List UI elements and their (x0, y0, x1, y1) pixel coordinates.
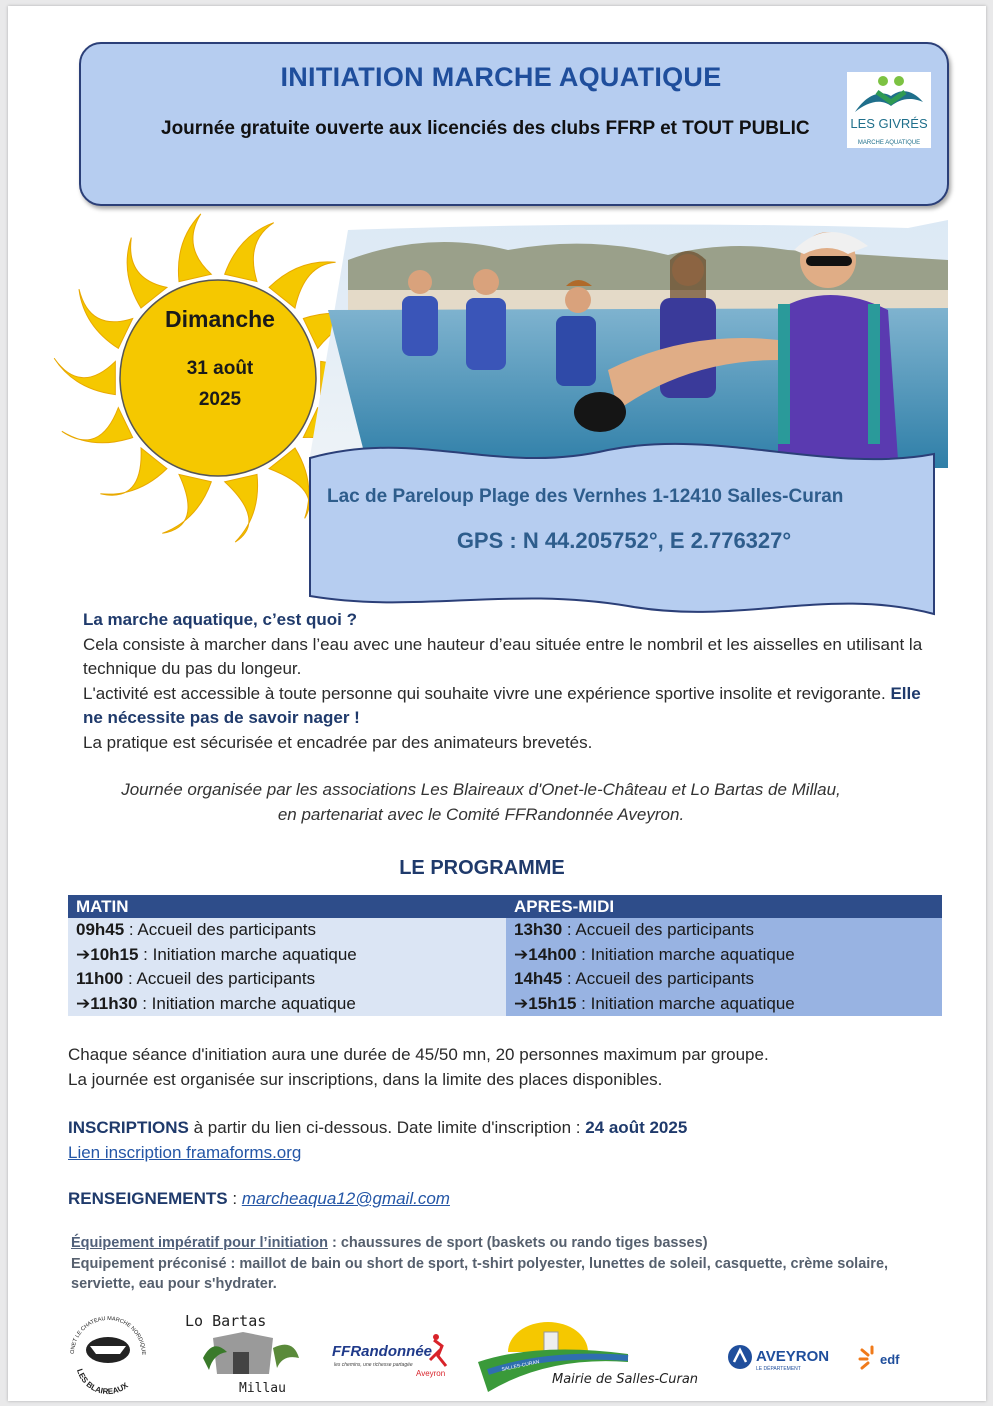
mairie-text: Mairie de Salles-Curan (552, 1372, 698, 1387)
flyer-page (8, 6, 986, 1401)
organizers (68, 778, 894, 827)
slot-time: 11h30 (90, 993, 138, 1013)
sun-ray (178, 214, 211, 282)
svg-text:LES BLAIREAUX (75, 1368, 130, 1396)
session-info-line2: La journée est organisée sur inscriptions, dans la limite des places disponibles. (68, 1069, 663, 1089)
event-date-day: 31 août (186, 358, 254, 379)
arrow-icon: ➔ (514, 993, 529, 1013)
arrow-icon: ➔ (514, 944, 529, 964)
morning-slot (68, 943, 506, 968)
ffr-region: Aveyron (416, 1369, 446, 1378)
slot-time: 11h00 (76, 969, 124, 989)
event-day: Dimanche (165, 306, 275, 332)
event-gps: GPS : N 44.205752°, E 2.776327° (456, 528, 792, 553)
page-subtitle: Journée gratuite ouverte aux licenciés des clubs FFRP et TOUT PUBLIC (161, 118, 810, 139)
blaireaux-text: LES BLAIREAUX (75, 1367, 130, 1396)
afternoon-slot (506, 918, 942, 943)
arrow-icon: ➔ (76, 944, 91, 964)
slot-time: 14h45 (514, 969, 563, 989)
partner-logos (8, 1306, 986, 1401)
session-info-line1: Chaque séance d'initiation aura une durée de 45/50 mn, 20 personnes maximum par groupe. (68, 1045, 769, 1064)
slot-time: 13h30 (514, 920, 563, 940)
header-banner (79, 42, 949, 206)
equipment-section (71, 1233, 931, 1295)
aveyron-text: AVEYRON (756, 1348, 830, 1365)
sun-ray (225, 474, 258, 542)
aquatic-walkers-photo (308, 220, 948, 468)
description-no-swim: Elle ne nécessite pas de savoir nager ! (83, 683, 921, 727)
givres-logo-text: LES GIVRÉS (850, 116, 928, 131)
les-givres-logo (847, 72, 931, 148)
slot-activity: : Initiation marche aquatique (138, 944, 357, 964)
blaireaux-logo (60, 1306, 156, 1396)
inscriptions-text: à partir du lien ci-dessous. Date limite d'inscription : (188, 1118, 586, 1137)
program-row (68, 943, 942, 968)
millau-text: Millau (239, 1381, 286, 1396)
organizers-line1: Journée organisée par les associations Les Blaireaux d'Onet-le-Château et Lo Bartas de Millau, (121, 780, 841, 799)
equipment-recommended: Equipement préconisé : maillot de bain ou short de sport, t-shirt polyester, lunettes de soleil, casquette, crème solaire, serviette, eau pour s'hydrater. (71, 1255, 889, 1292)
ffr-tagline: les chemins, une richesse partagée (334, 1362, 413, 1368)
slot-time: 10h15 (90, 944, 139, 964)
description-p2: L'activité est accessible à toute personne qui souhaite vivre une expérience sportive insolite et revigorante. Elle ne nécessite pas de savoir nager ! (83, 683, 921, 727)
givres-logo-subtext: MARCHE AQUATIQUE (857, 140, 921, 146)
ffrandonnee-logo (330, 1332, 455, 1382)
activity-description (83, 608, 933, 755)
inscriptions-deadline: 24 août 2025 (585, 1118, 688, 1137)
aveyron-subtext: LE DÉPARTEMENT (756, 1366, 801, 1372)
program-title: LE PROGRAMME (399, 857, 565, 879)
organizers-line2: en partenariat avec le Comité FFRandonnée Aveyron. (277, 804, 685, 824)
slot-activity: : Accueil des participants (123, 969, 316, 989)
slot-activity: : Accueil des participants (124, 920, 317, 940)
morning-header: MATIN (68, 895, 506, 918)
event-date-year: 2025 (198, 389, 242, 410)
afternoon-header: APRES-MIDI (506, 895, 942, 918)
slot-activity: : Accueil des participants (562, 920, 755, 940)
contact-email-link[interactable]: marcheaqua12@gmail.com (241, 1189, 450, 1208)
description-p1: Cela consiste à marcher dans l’eau avec une hauteur d’eau située entre le nombril et les aisselles en utilisant la technique du pas du longeur. (83, 634, 923, 678)
inscriptions-label: INSCRIPTIONS (68, 1118, 189, 1137)
afternoon-slot (506, 992, 942, 1017)
description-p3: La pratique est sécurisée et encadrée par des animateurs brevetés. (83, 732, 593, 752)
lo-bartas-logo (173, 1308, 303, 1398)
morning-slot (68, 967, 506, 992)
afternoon-slot (506, 967, 942, 992)
arrow-icon: ➔ (76, 993, 91, 1013)
morning-slot (68, 918, 506, 943)
renseignements-section: RENSEIGNEMENTS : marcheaqua12@gmail.com (68, 1189, 450, 1208)
sun-ray (54, 358, 115, 394)
sun-ray (225, 223, 274, 282)
inscriptions-section (68, 1116, 948, 1165)
program-row (68, 967, 942, 992)
inscription-link[interactable]: Lien inscription framaforms.org (68, 1142, 302, 1162)
slot-activity: : Accueil des participants (562, 969, 755, 989)
slot-activity: : Initiation marche aquatique (576, 993, 795, 1013)
lo-bartas-text: Lo Bartas (185, 1312, 267, 1330)
event-address: Lac de Pareloup Plage des Vernhes 1-12410 Salles-Curan (327, 486, 844, 507)
event-date (120, 306, 320, 415)
aveyron-logo (726, 1340, 838, 1374)
slot-activity: : Initiation marche aquatique (137, 993, 356, 1013)
ffr-text: FFRandonnée (332, 1343, 432, 1360)
mairie-logo-text: SALLES-CURAN (501, 1359, 540, 1373)
edf-logo (858, 1344, 918, 1372)
slot-activity: : Initiation marche aquatique (576, 944, 795, 964)
slot-time: 09h45 (76, 920, 125, 940)
equipment-mandatory-text: : chaussures de sport (baskets ou rando tiges basses) (327, 1235, 708, 1251)
sun-ray (162, 474, 211, 533)
slot-time: 14h00 (528, 944, 577, 964)
slot-time: 15h15 (528, 993, 577, 1013)
afternoon-slot (506, 943, 942, 968)
equipment-mandatory-label: Équipement impératif pour l’initiation (71, 1235, 328, 1251)
program-table (68, 895, 942, 1016)
blaireaux-ring-text: ONET LE CHATEAU MARCHE NORDIQUE (69, 1315, 147, 1356)
mairie-salles-curan-logo (478, 1312, 698, 1402)
program-row (68, 992, 942, 1017)
edf-text: edf (880, 1352, 900, 1367)
morning-slot (68, 992, 506, 1017)
page-title: INITIATION MARCHE AQUATIQUE (280, 62, 722, 92)
session-info (68, 1043, 948, 1092)
program-row (68, 918, 942, 943)
renseignements-label: RENSEIGNEMENTS (68, 1189, 228, 1208)
description-question: La marche aquatique, c’est quoi ? (83, 610, 357, 629)
